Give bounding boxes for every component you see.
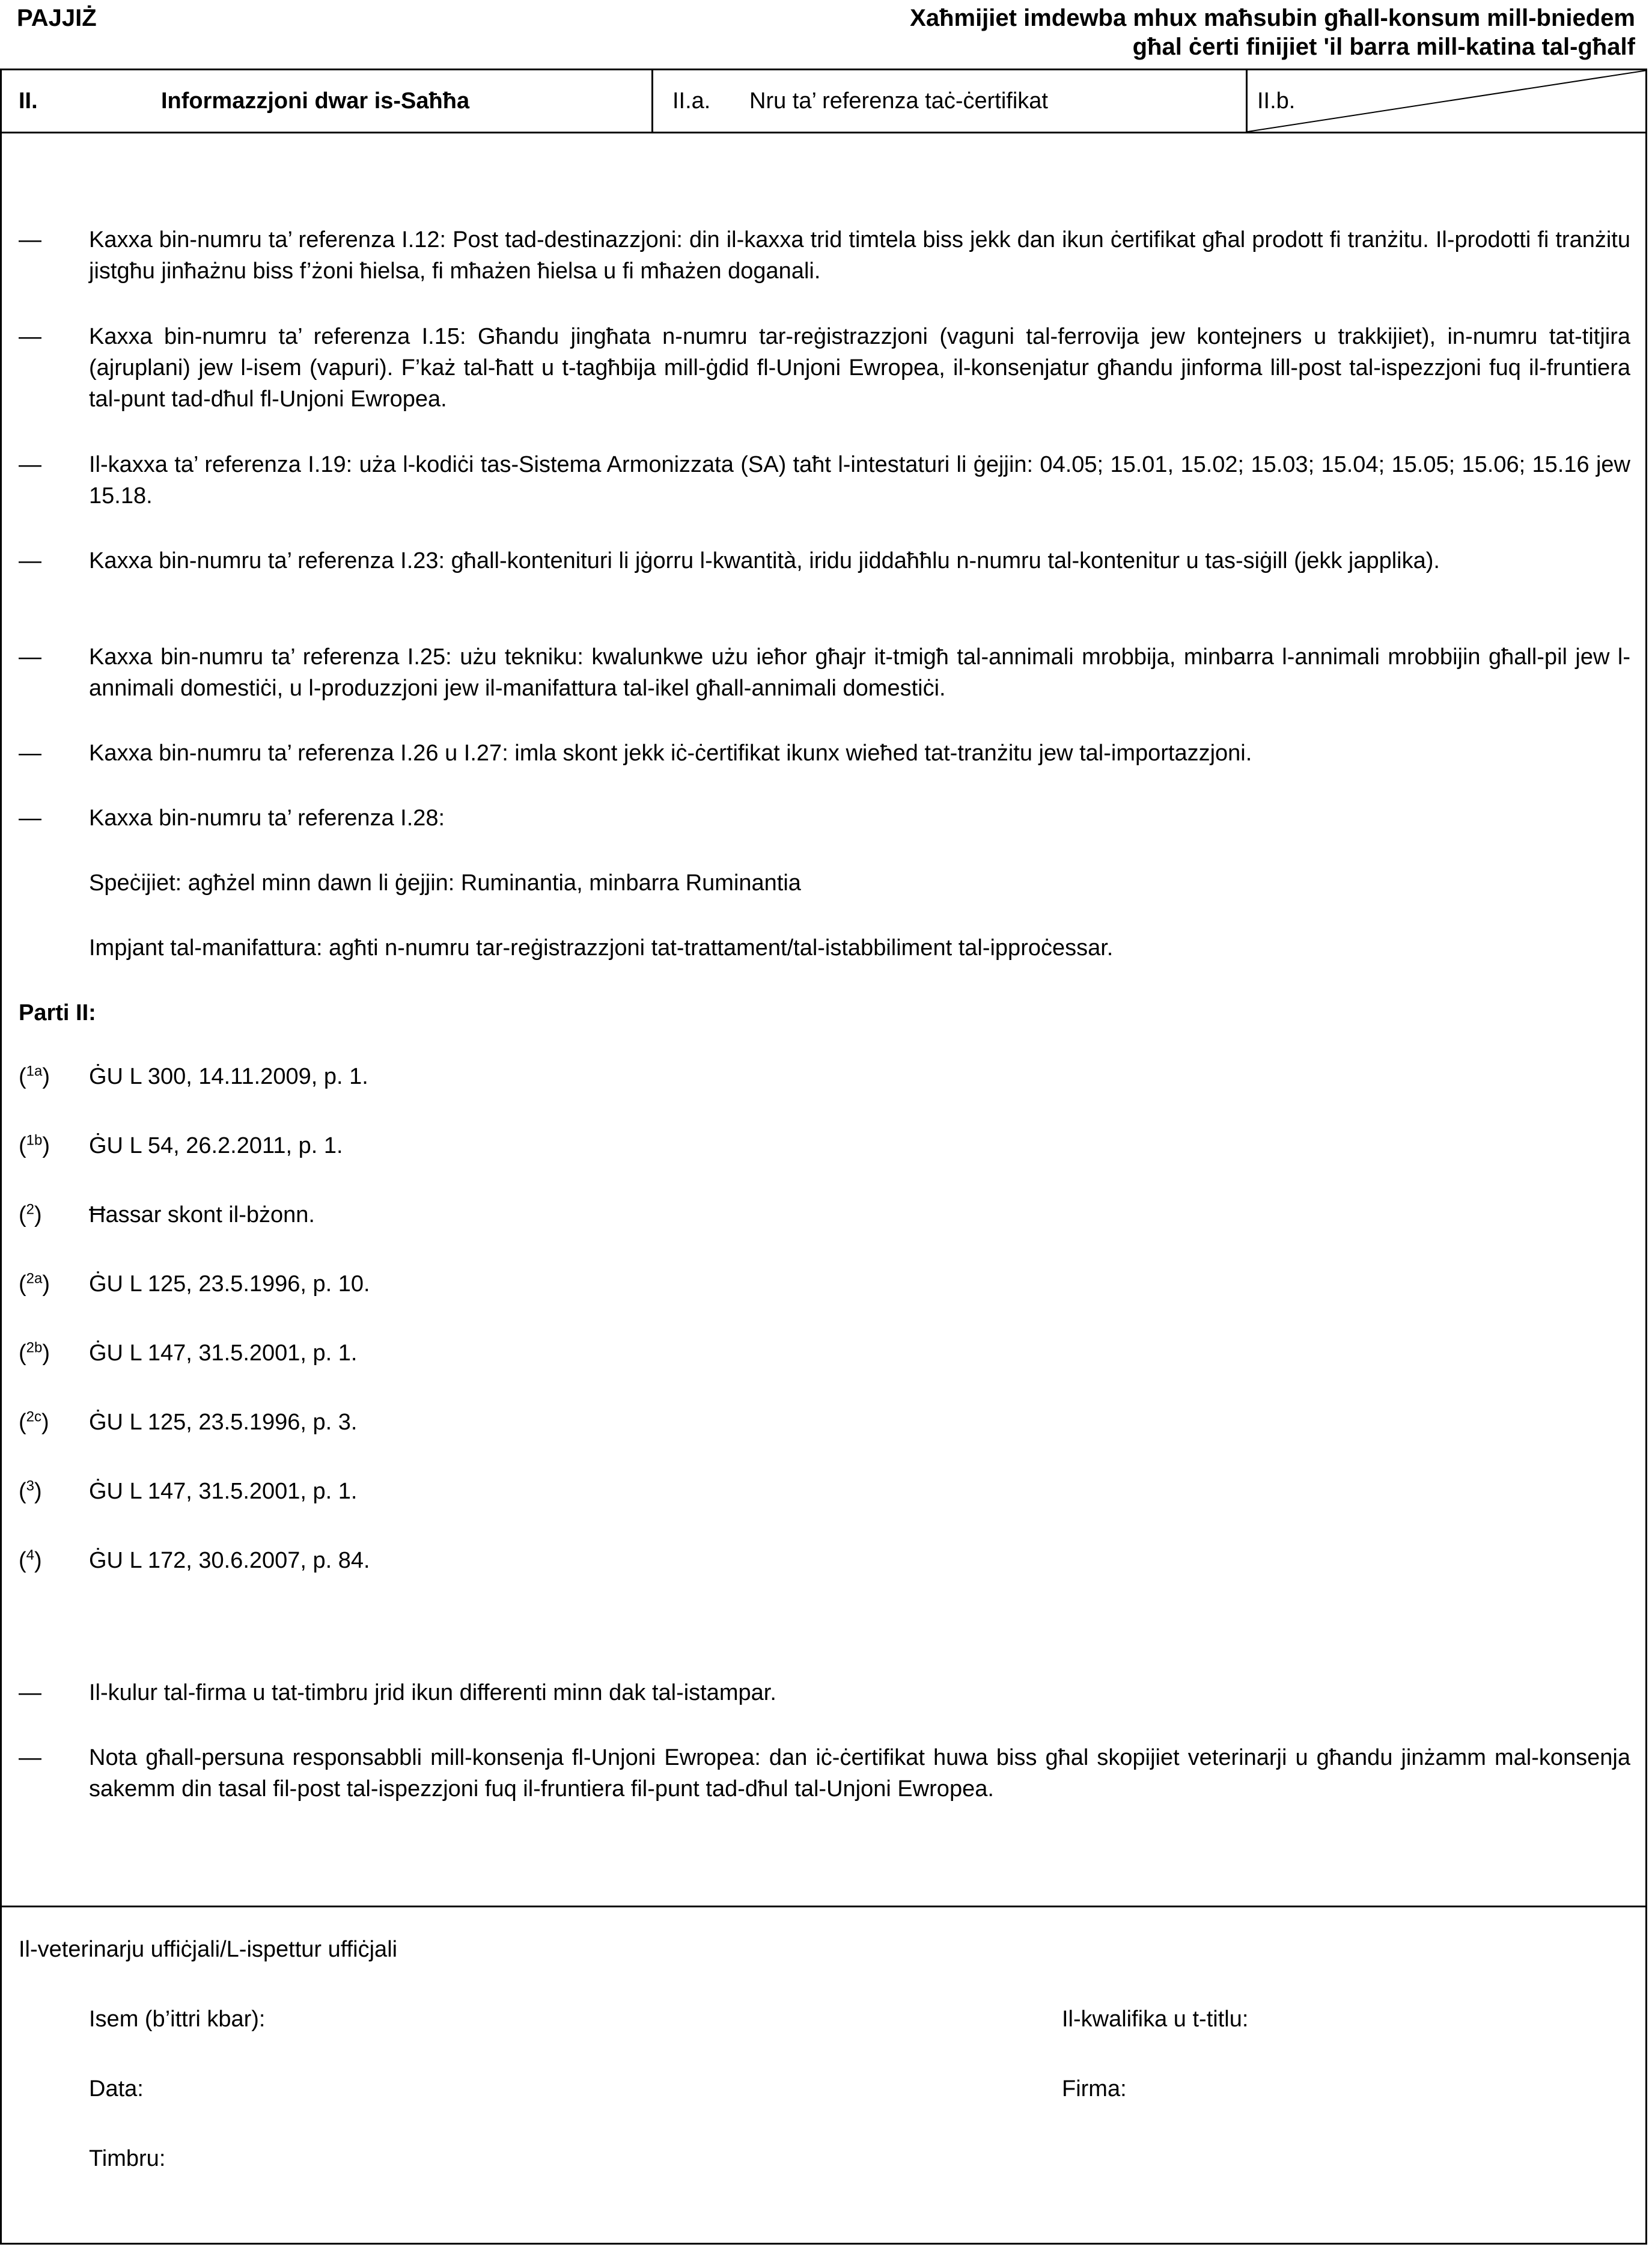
diagonal-strike-line [1248,70,1647,132]
note-dash: — [19,741,41,766]
certificate-frame: II. Informazzjoni dwar is-Saħħa II.a. Nru ta’ referenza taċ-ċertifikat II.b. — Kaxxa bin-numru ta’ referenza I.12: Post tad-destinazzjoni: din il-kaxxa trid timtela biss jekk dan ikun ċertifikat għal prodott fi tranżitu. Il-prodotti fi tranżitu jistgħu jinħażnu biss f’żoni ħielsa, fi mħażen ħielsa u fi mħażen doganali. — Kaxxa bin-numru ta’ referenza I.15: Għandu jingħata n-numru tar-reġistrazzjoni (vaguni tal-ferrovija jew kontejners u trakkijiet), in-numru tat-titjira (ajruplani) jew l-isem (vapuri). F’każ tal-ħatt u t-tagħbija mill-ġdid fl-Unjoni Ewropea, il-konsenjatur għandu jinforma lill-post tal-ispezzjoni fuq il-fruntiera tal-punt tad-dħul fl-Unjoni Ewropea. — Il-kaxxa ta’ referenza I.19: uża l-kodiċi tas-Sistema Armonizzata (SA) taħt l-intestaturi li ġejjin: 04.05; 15.01, 15.02; 15.03; 15.04; 15.05; 15.06; 15.16 jew 15.18. — Kaxxa bin-numru ta’ referenza I.23: għall-kontenituri li jġorru l-kwantità, iridu jiddaħħlu n-numru tal-kontenitur u tas-siġill (jekk japplika). — Kaxxa bin-numru ta’ referenza I.25: użu tekniku: kwalunkwe użu ieħor għajr it-tmigħ tal-annimali mrobbija, minbarra l-annimali mrobbijin għall-pil jew l-annimali domestiċi, u l-produzzjoni jew il-manifattura tal-ikel għall-annimali domestiċi. — Kaxxa bin-numru ta’ referenza I.26 u I.27: imla skont jekk iċ-ċertifikat ikunx wieħed tat-tranżitu jew tal-importazzjoni. — Kaxxa bin-numru ta’ referenza I.28: Speċijiet: agħżel minn dawn li ġejjin: Ruminantia, minbarra Ruminantia Impjant tal-manifattura: agħti n-numru tar-reġistrazzjoni tat-trattament/tal-istabbiliment tal-ipproċessar. Parti II: ($^{1a}$) ĠU L 300, 14.11.2009, p. 1. ($^{1b}$) ĠU L 54, 26.2.2011, p. 1. ($^2$) Ħassar skont il-bżonn. ($^{2a}$) ĠU L 125, 23.5.1996, p. 10. ($^{2b}$) ĠU L 147, 31.5.2001, p. 1. ($^{2c}$) ĠU L 125, 23.5.1996, p. 3. ($^3$) ĠU L 147, 31.5.2001, p. 1. ($^4$) ĠU L 172, 30.6.2007, p. 84. — Il-kulur tal-firma u tat-timbru jrid ikun differenti minn dak tal-istampar. — Nota għall-persuna responsabbli mill-konsenja fl-Unjoni Ewropea: dan iċ-ċertifikat huwa biss għal skopijiet veterinarji u għandu jinżamm mal-konsenja sakemm din tasal fil-post tal-ispezzjoni fuq il-fruntiera fil-punt tad-dħul tal-Unjoni Ewropea. Il-veterinarju uffiċjali/L-ispettur uffiċjali Isem (b’ittri kbar): Il-kwalifika u t-titlu: Data: Firma: Timbru: [0,69,1647,2245]
footnote-text: ĠU L 172, 30.6.2007, p. 84. [89,1548,370,1573]
official-veterinarian-title: Il-veterinarju uffiċjali/L-ispettur uffiċjali [19,1937,398,1962]
parti-ii-label: Parti II: [19,1000,96,1026]
footnote-mark: 2a [26,1270,43,1287]
note-text: Kaxxa bin-numru ta’ referenza I.26 u I.27: imla skont jekk iċ-ċertifikat ikunx wieħed tat-tranżitu jew tal-importazzjoni. [89,741,1252,766]
signature-field-label: Firma: [1062,2076,1127,2102]
reference-cell [653,70,1248,132]
section-title: Informazzjoni dwar is-Saħħa [161,88,470,114]
reference-title: Nru ta’ referenza taċ-ċertifikat [749,88,1048,114]
note-dash: — [19,1680,41,1705]
note-dash: — [19,452,41,477]
footnote-text: ĠU L 54, 26.2.2011, p. 1. [89,1133,343,1158]
note-text: Kaxxa bin-numru ta’ referenza I.23: għall-kontenituri li jġorru l-kwantità, iridu jiddaħħlu n-numru tal-kontenitur u tas-siġill (jekk japplika). [89,548,1440,573]
ii-b-label: II.b. [1257,88,1296,114]
footnote-text: ĠU L 125, 23.5.1996, p. 3. [89,1410,358,1435]
note-dash: — [19,1745,41,1770]
note-dash: — [19,227,41,252]
footnote-mark: 2 [26,1201,35,1218]
country-label: PAJJIŻ [17,5,97,31]
note-text: Nota għall-persuna responsabbli mill-konsenja fl-Unjoni Ewropea: dan iċ-ċertifikat huwa biss għal skopijiet veterinarji u għandu jinżamm mal-konsenja sakemm din tasal fil-post tal-ispezzjoni fuq il-fruntiera fil-punt tad-dħul tal-Unjoni Ewropea. [89,1745,1630,1802]
footnote-mark: 2c [26,1408,42,1425]
footnote-mark: 1a [26,1063,43,1080]
qualification-field-label: Il-kwalifika u t-titlu: [1062,2007,1249,2032]
footnote-text: ĠU L 147, 31.5.2001, p. 1. [89,1341,358,1366]
footnote-text: Ħassar skont il-bżonn. [89,1202,315,1227]
reference-number-label: II.a. [672,88,711,114]
name-field-label: Isem (b’ittri kbar): [89,2007,266,2032]
footnote-mark: 1b [26,1132,43,1149]
footnote-mark: 2b [26,1339,43,1356]
note-dash: — [19,548,41,573]
footnote-text: ĠU L 147, 31.5.2001, p. 1. [89,1479,358,1504]
note-species: Speċijiet: agħżel minn dawn li ġejjin: Ruminantia, minbarra Ruminantia [89,870,801,896]
section-number: II. [19,88,38,114]
note-text: Kaxxa bin-numru ta’ referenza I.12: Post tad-destinazzjoni: din il-kaxxa trid timtela biss jekk dan ikun ċertifikat għal prodott fi tranżitu. Il-prodotti fi tranżitu jistgħu jinħażnu biss f’żoni ħielsa, fi mħażen ħielsa u fi mħażen doganali. [89,227,1630,284]
footnote-mark: 4 [26,1547,35,1564]
note-dash: — [19,644,41,670]
note-text: Il-kulur tal-firma u tat-timbru jrid ikun differenti minn dak tal-istampar. [89,1680,776,1705]
footnote-text: ĠU L 125, 23.5.1996, p. 10. [89,1271,370,1297]
section-header-band [2,70,1645,133]
note-text: Kaxxa bin-numru ta’ referenza I.25: użu tekniku: kwalunkwe użu ieħor għajr it-tmigħ tal-annimali mrobbija, minbarra l-annimali mrobbijin għall-pil jew l-annimali domestiċi, u l-produzzjoni jew il-manifattura tal-ikel għall-annimali domestiċi. [89,644,1630,701]
note-text: Il-kaxxa ta’ referenza I.19: uża l-kodiċi tas-Sistema Armonizzata (SA) taħt l-intestaturi li ġejjin: 04.05; 15.01, 15.02; 15.03; 15.04; 15.05; 15.06; 15.16 jew 15.18. [89,452,1630,509]
stamp-field-label: Timbru: [89,2146,166,2171]
note-dash: — [19,806,41,831]
certificate-title: Xaħmijiet imdewba mhux maħsubin għall-konsum mill-bniedem għal ċerti finijiet 'il barra mill-katina tal-għalf [910,5,1635,60]
note-manufacturing-plant: Impjant tal-manifattura: agħti n-numru tar-reġistrazzjoni tat-trattament/tal-istabbiliment tal-ipproċessar. [89,935,1114,961]
note-text: Kaxxa bin-numru ta’ referenza I.28: [89,806,445,831]
note-dash: — [19,324,41,349]
signature-block [2,1906,1645,2246]
section-heading-cell [2,70,653,132]
footnote-mark: 3 [26,1478,35,1494]
date-field-label: Data: [89,2076,144,2102]
footnote-text: ĠU L 300, 14.11.2009, p. 1. [89,1064,368,1089]
note-text: Kaxxa bin-numru ta’ referenza I.15: Għandu jingħata n-numru tar-reġistrazzjoni (vaguni tal-ferrovija jew kontejners u trakkijiet), in-numru tat-titjira (ajruplani) jew l-isem (vapuri). F’każ tal-ħatt u t-tagħbija mill-ġdid fl-Unjoni Ewropea, il-konsenjatur għandu jinforma lill-post tal-ispezzjoni fuq il-fruntiera tal-punt tad-dħul fl-Unjoni Ewropea. [89,324,1630,412]
